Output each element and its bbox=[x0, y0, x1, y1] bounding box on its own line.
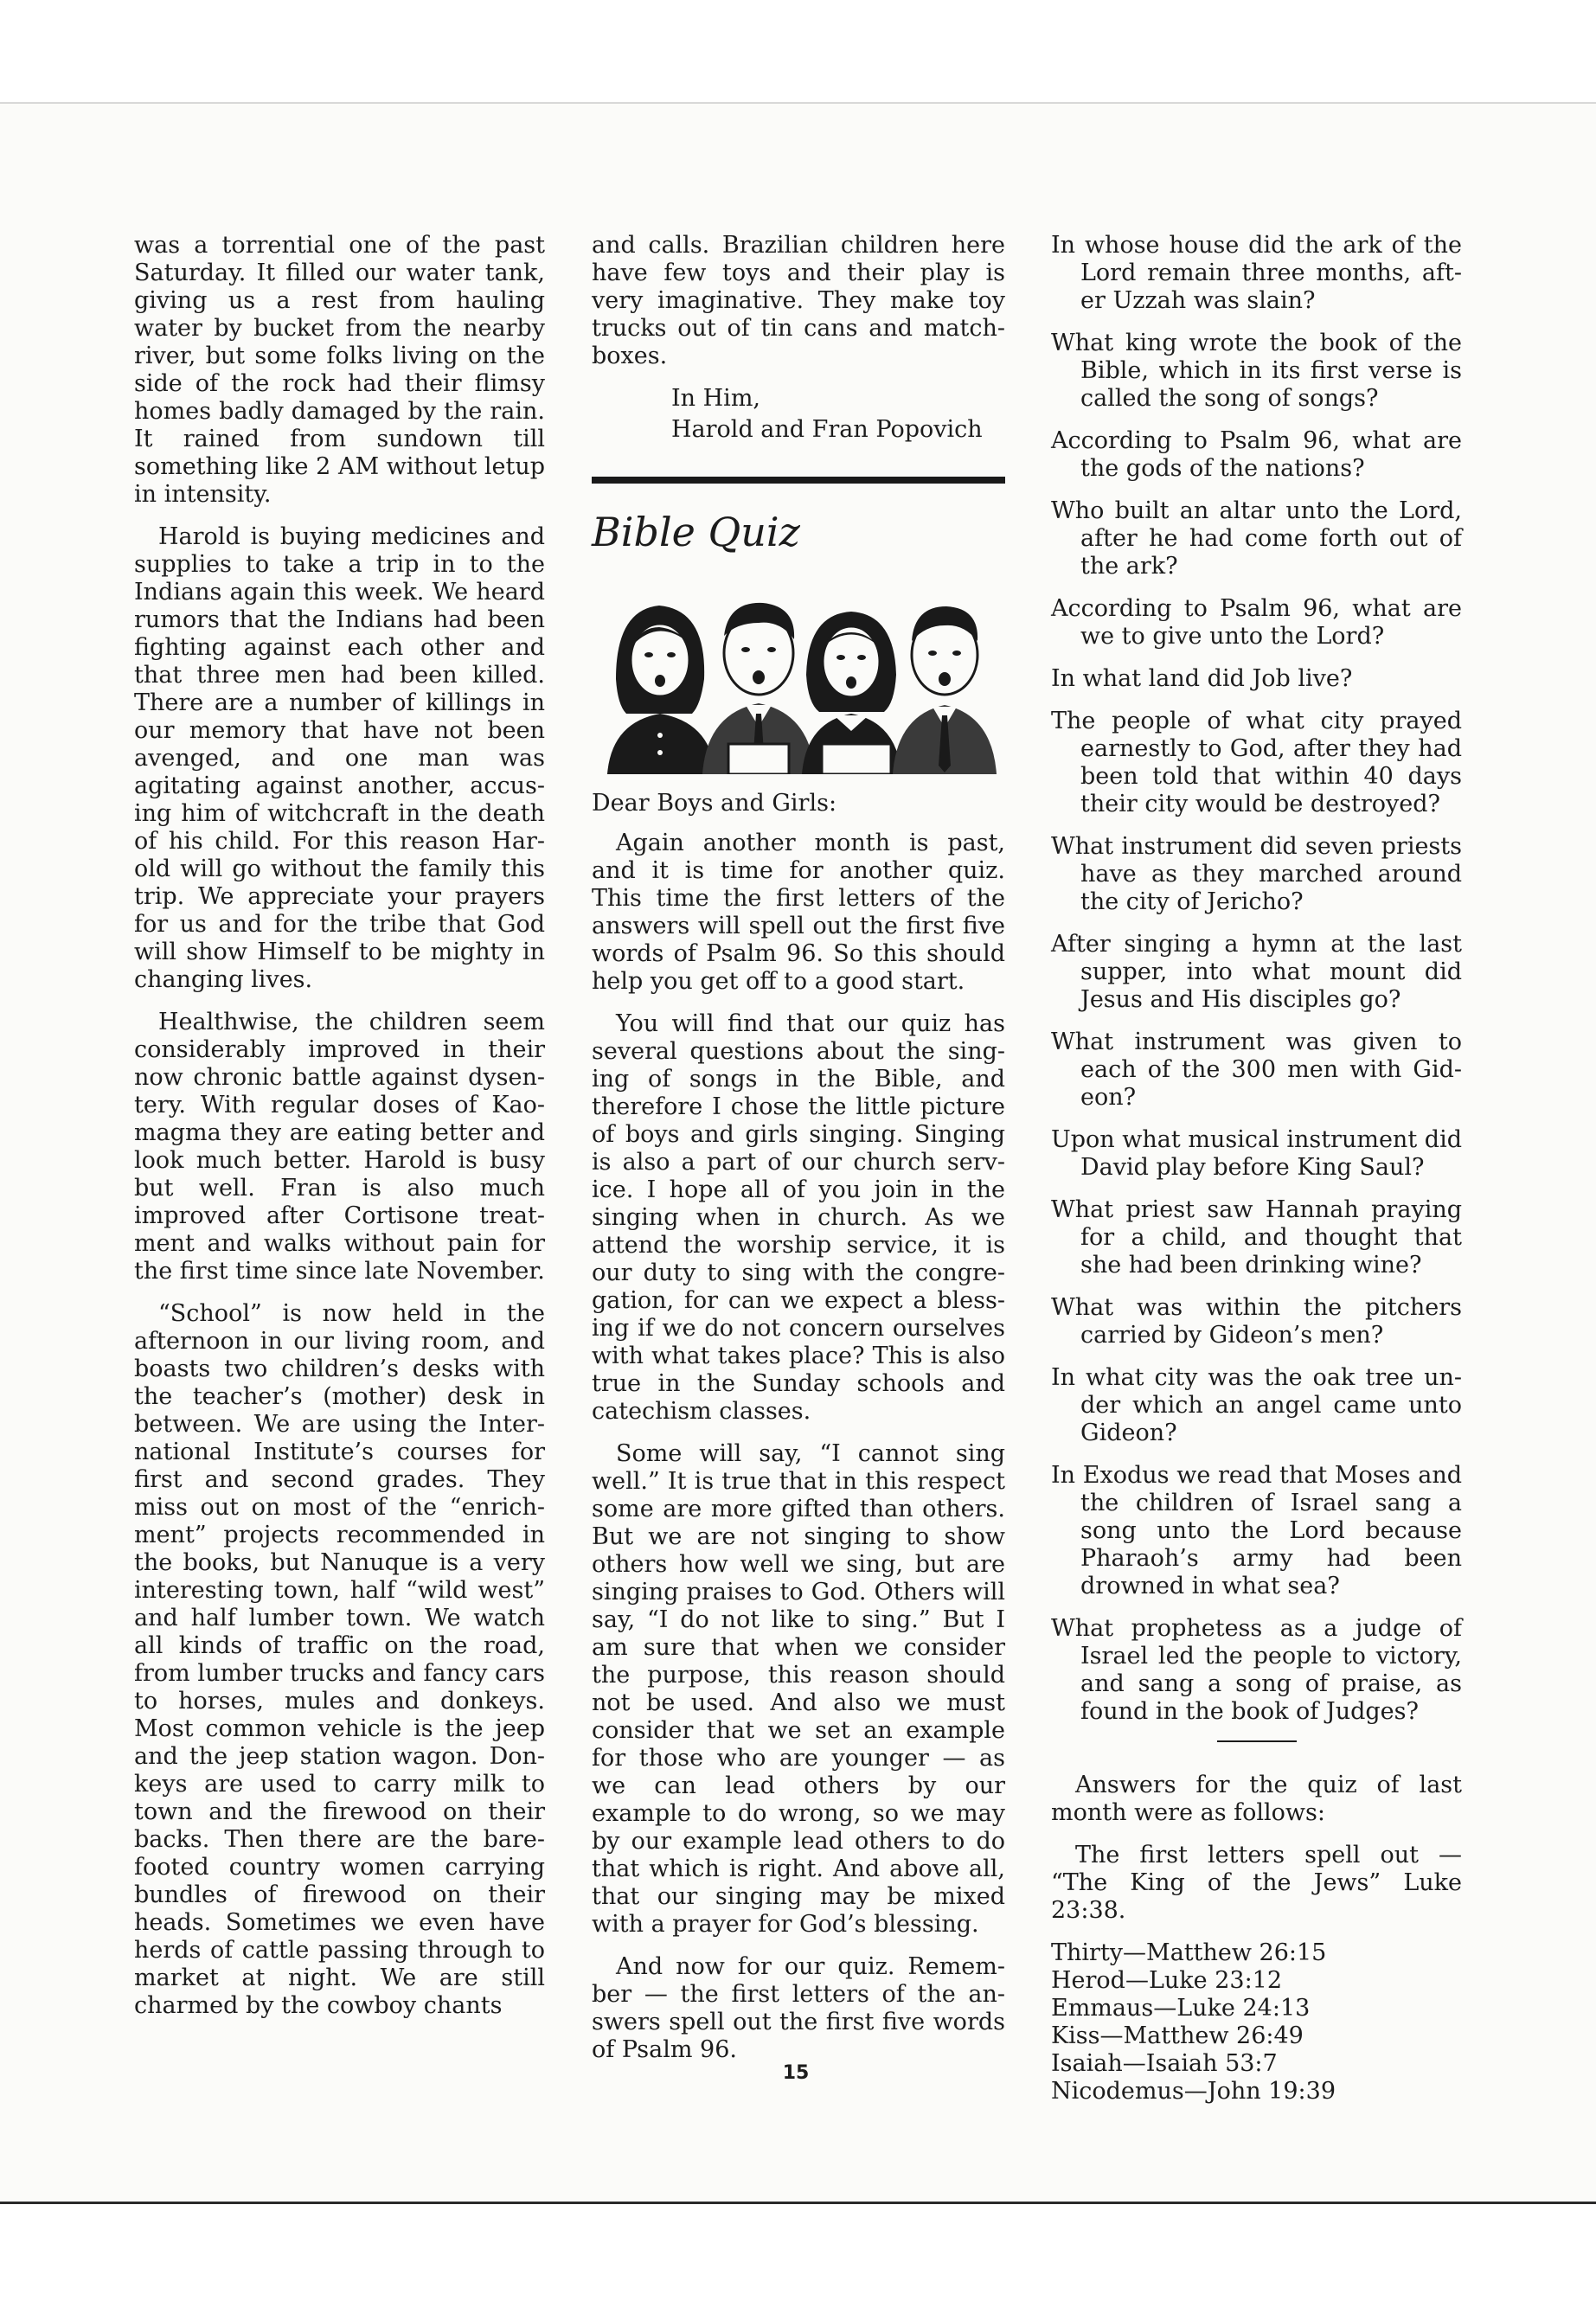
quiz-question: What priest saw Hannah praying for a child, and thought that she had been drinking wine? bbox=[1051, 1196, 1462, 1279]
quiz-question: What king wrote the book of the Bible, which in its first verse is called the song of songs? bbox=[1051, 330, 1462, 412]
answers-intro: Answers for the quiz of last month were as follows: bbox=[1051, 1772, 1462, 1826]
quiz-paragraph-cannot-sing: Some will say, “I cannot sing well.” It is true that in this respect some are more gifted than others. But we are not singing to show others how well we sing, but are singing praises to God. Others will say, “I do not like to sing.” But I am sure that when we consider the purpose, this reason should not be used. And also we must consider that we set an example for those who are younger — as we can lead others by our example to do wrong, so we may by our example lead others to do that which is right. And above all, that our singing may be mixed with a prayer for God’s blessing. bbox=[592, 1440, 1005, 1938]
quiz-question: What prophetess as a judge of Israel led the people to victory, and sang a song of praise, as found in the book of Judges? bbox=[1051, 1615, 1462, 1725]
letter-closing: In Him, bbox=[671, 385, 761, 412]
paragraph-health: Healthwise, the children seem considerably improved in their now chronic battle against dysentery. With regular doses of Kaomagma they are eating better and look much better. Harold is busy but well. Fran is also much improved after Cortisone treatment and walks without pain for the first time since late November. bbox=[134, 1009, 545, 1285]
paragraph-school: “School” is now held in the afternoon in our living room, and boasts two children’s desks with the teacher’s (mother) desk in between. We are using the International Institute’s courses for first and second grades. They miss out on most of the “enrichment” projects recommended in the books, but Nanuque is a very interesting town, half “wild west” and half lumber town. We watch all kinds of traffic on the road, from lumber trucks and fancy cars to horses, mules and donkeys. Most common vehicle is the jeep and the jeep station wagon. Donkeys are used to carry milk to town and the firewood on their backs. Then there are the barefooted country women carrying bundles of firewood on their heads. Sometimes we even have herds of cattle passing through to market at night. We are still charmed by the cowboy chants bbox=[134, 1300, 545, 2019]
quiz-question: What was within the pitchers carried by Gideon’s men? bbox=[1051, 1294, 1462, 1349]
quiz-paragraph-singing: You will find that our quiz has several questions about the singing of songs in the Bible, and therefore I chose the little picture of boys and girls singing. Singing is also a part of our church service. I hope all of you join in the singing when in church. As we attend the worship service, it is our duty to sing with the congregation, for can we expect a blessing if we do not concern ourselves with what takes place? This is also true in the Sunday schools and catechism classes. bbox=[592, 1010, 1005, 1425]
quiz-question: In what city was the oak tree under which an angel came unto Gideon? bbox=[1051, 1364, 1462, 1446]
answer-item: Emmaus—Luke 24:13 bbox=[1051, 1995, 1311, 2022]
girl-singer-2-image bbox=[802, 612, 901, 774]
quiz-question: After singing a hymn at the last supper, into what mount did Jesus and His disciples go? bbox=[1051, 931, 1462, 1013]
quiz-question: According to Psalm 96, what are the gods of the nations? bbox=[1051, 427, 1462, 482]
answers-spell: The first letters spell out — “The King of the Jews” Luke 23:38. bbox=[1051, 1842, 1462, 1924]
answers-list bbox=[1051, 1939, 1462, 2106]
quiz-paragraph-intro: Again another month is past, and it is time for another quiz. This time the first letters of the answers will spell out the first five words of Psalm 96. So this should help you get off to a good start. bbox=[592, 830, 1005, 995]
answer-item: Herod—Luke 23:12 bbox=[1051, 1967, 1283, 1994]
column-right bbox=[1051, 232, 1462, 2106]
answer-item: Nicodemus—John 19:39 bbox=[1051, 2078, 1336, 2105]
column-middle bbox=[592, 232, 1005, 2079]
quiz-question: Who built an altar unto the Lord, after he had come forth out of the ark? bbox=[1051, 497, 1462, 580]
singing-children-illustration bbox=[599, 575, 997, 774]
answers-divider bbox=[1217, 1740, 1297, 1742]
answer-item: Kiss—Matthew 26:49 bbox=[1051, 2022, 1304, 2049]
quiz-question: Upon what musical instrument did David play before King Saul? bbox=[1051, 1126, 1462, 1181]
quiz-question: According to Psalm 96, what are we to give unto the Lord? bbox=[1051, 595, 1462, 650]
paragraph-indians-trip: Harold is buying medicines and supplies to take a trip in to the Indians again this week. We heard rumors that the Indians had been fighting against each other and that three men had been killed. There are a number of killings in our memory that have not been avenged, and one man was agitating against another, accusing him of witchcraft in the death of his child. For this reason Harold will go without the family this trip. We appreciate your prayers for us and for the tribe that God will show Himself to be mighty in changing lives. bbox=[134, 523, 545, 993]
paragraph-brazilian-children: and calls. Brazilian children here have few toys and their play is very imaginative. They make toy trucks out of tin cans and matchboxes. bbox=[592, 232, 1005, 369]
quiz-paragraph-now: And now for our quiz. Remember — the first letters of the answers spell out the first five words of Psalm 96. bbox=[592, 1953, 1005, 2063]
section-divider bbox=[592, 477, 1005, 484]
quiz-question: In Exodus we read that Moses and the children of Israel sang a song unto the Lord because Pharaoh’s army had been drowned in what sea? bbox=[1051, 1462, 1462, 1599]
column-left bbox=[134, 232, 545, 2035]
quiz-title: Bible Quiz bbox=[592, 509, 800, 555]
quiz-question: The people of what city prayed earnestly to God, after they had been told that within 40 days their city would be destroyed? bbox=[1051, 708, 1462, 817]
answer-item: Thirty—Matthew 26:15 bbox=[1051, 1939, 1327, 1966]
page-number: 15 bbox=[782, 2062, 810, 2084]
answer-item: Isaiah—Isaiah 53:7 bbox=[1051, 2050, 1278, 2077]
quiz-question: In whose house did the ark of the Lord remain three months, after Uzzah was slain? bbox=[1051, 232, 1462, 314]
quiz-question: In what land did Job live? bbox=[1051, 665, 1353, 692]
quiz-salutation: Dear Boys and Girls: bbox=[592, 790, 837, 817]
letter-signature: Harold and Fran Popovich bbox=[671, 416, 983, 443]
paragraph-rain: was a torrential one of the past Saturday. It filled our water tank, giving us a rest from hauling water by bucket from the nearby river, but some folks living on the side of the rock had their flimsy homes badly damaged by the rain. It rained from sundown till something like 2 AM without letup in intensity. bbox=[134, 232, 545, 508]
quiz-question: What instrument was given to each of the 300 men with Gideon? bbox=[1051, 1029, 1462, 1111]
quiz-question: What instrument did seven priests have as they marched around the city of Jericho? bbox=[1051, 833, 1462, 915]
